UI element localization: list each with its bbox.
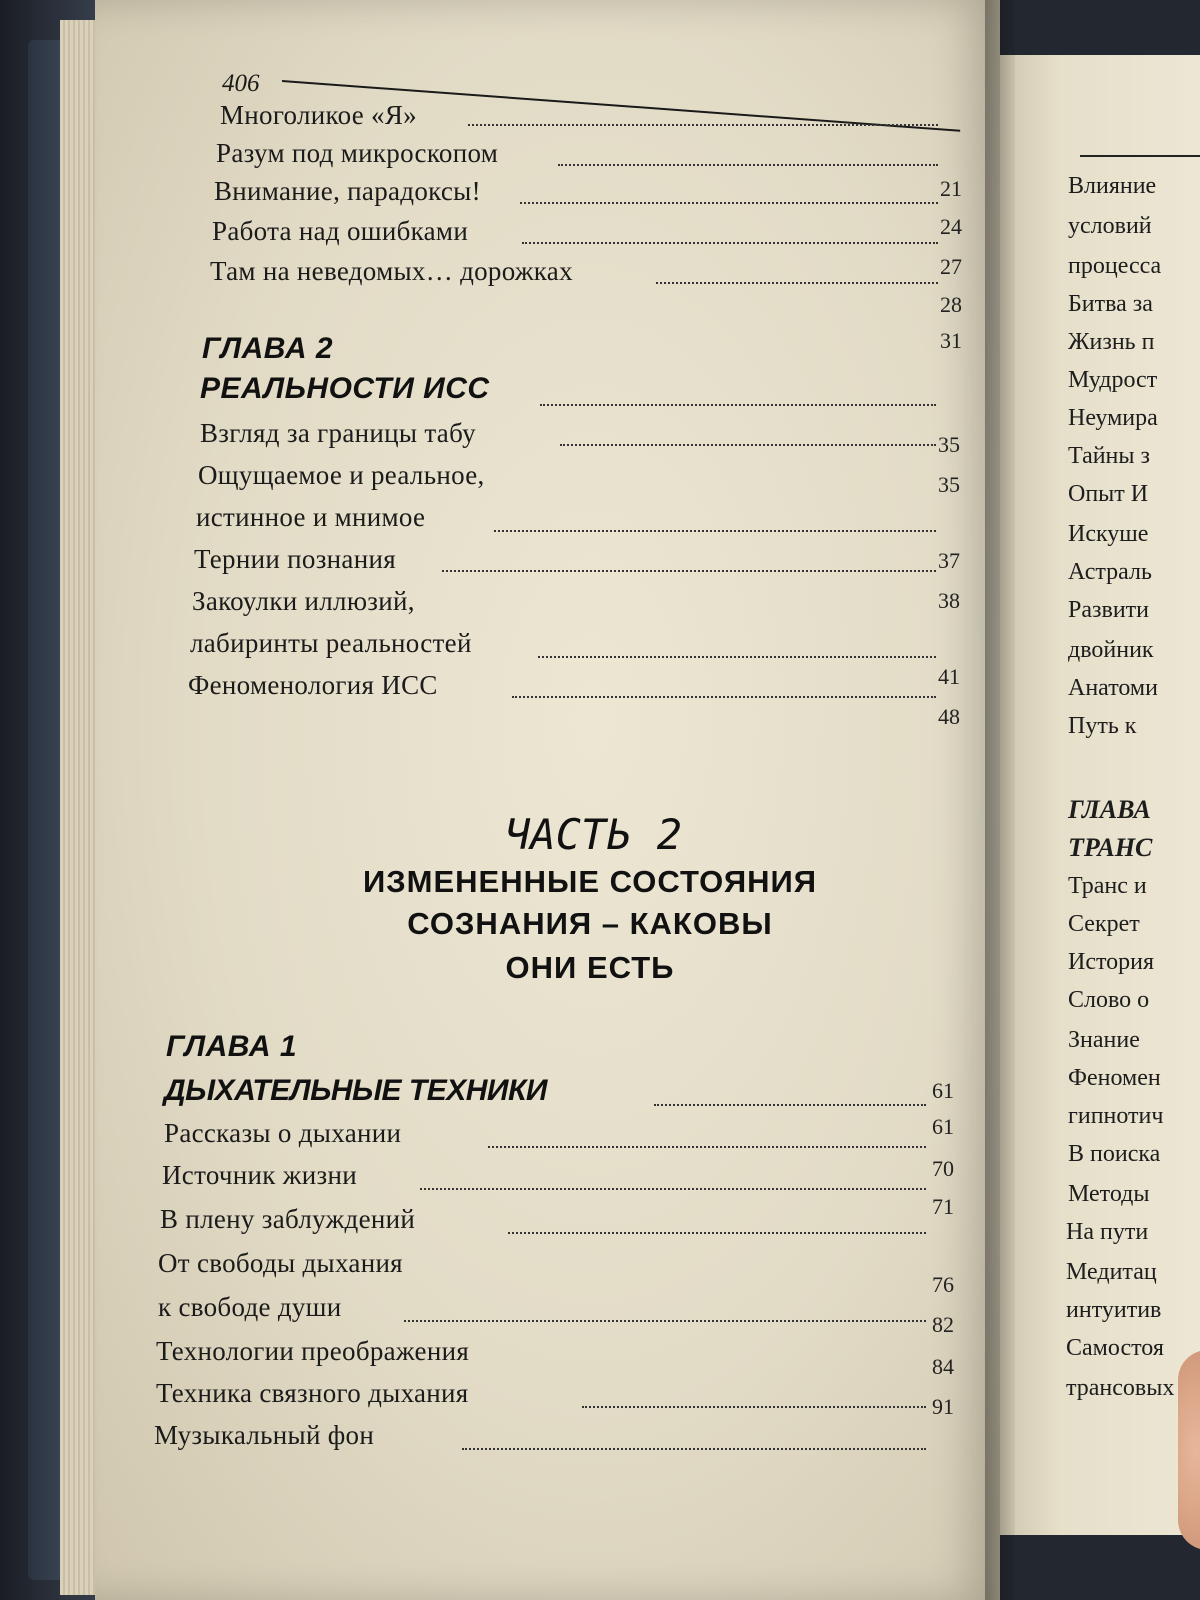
toc-entry-title: Закоулки иллюзий,	[192, 586, 415, 616]
part-title-line: ОНИ ЕСТЬ	[505, 950, 675, 985]
right-page-line: гипнотич	[1068, 1103, 1164, 1129]
toc-page-number: 48	[938, 704, 960, 729]
toc-leader	[462, 1448, 926, 1450]
right-page-line: Неумира	[1068, 405, 1158, 431]
toc-entry-title: Рассказы о дыхании	[164, 1118, 402, 1148]
toc-leader	[538, 656, 936, 658]
toc-entry-title: Музыкальный фон	[154, 1420, 375, 1450]
right-page-line: трансовых	[1066, 1375, 1175, 1401]
toc-page-number: 24	[940, 214, 962, 239]
right-page-line: История	[1068, 949, 1155, 975]
toc-page-number: 84	[932, 1354, 954, 1379]
toc-leader	[512, 696, 936, 698]
right-page-line: В поиска	[1068, 1141, 1161, 1167]
toc-page-number: 35	[938, 432, 960, 457]
toc-entry-title: От свободы дыхания	[158, 1248, 403, 1278]
right-page-line: двойник	[1068, 637, 1154, 663]
right-page-line: Развити	[1068, 597, 1149, 623]
toc-page-number: 61	[932, 1078, 954, 1103]
toc-entry-title: В плену заблуждений	[160, 1204, 416, 1234]
toc-entry-title: Взгляд за границы табу	[200, 418, 476, 448]
toc-page-number: 76	[932, 1272, 954, 1297]
right-page-line: Искуше	[1068, 521, 1149, 547]
toc-leader	[520, 202, 938, 204]
right-page-line: Слово о	[1068, 987, 1150, 1013]
toc-entry-title: Феноменология ИСС	[188, 670, 438, 700]
toc-leader	[404, 1320, 926, 1322]
toc-page-number: 82	[932, 1312, 954, 1337]
part-title-line: ИЗМЕНЕННЫЕ СОСТОЯНИЯ	[362, 864, 818, 899]
chapter-title: ДЫХАТЕЛЬНЫЕ ТЕХНИКИ	[164, 1074, 547, 1107]
toc-leader	[560, 444, 936, 446]
right-page-line: интуитив	[1066, 1297, 1162, 1323]
right-page-line: Самостоя	[1066, 1335, 1164, 1361]
toc-leader	[468, 124, 938, 126]
toc-entry-title: Источник жизни	[162, 1160, 357, 1190]
toc-page-number: 28	[940, 292, 962, 317]
toc-page-number: 71	[932, 1194, 954, 1219]
toc-entry-title: Разум под микроскопом	[216, 138, 499, 168]
part-title-line: СОЗНАНИЯ – КАКОВЫ	[407, 906, 773, 941]
right-page-line: Феномен	[1068, 1065, 1161, 1091]
right-page-line: ТРАНС	[1068, 833, 1153, 862]
right-page-line: На пути	[1066, 1219, 1149, 1245]
right-page-line: Тайны з	[1068, 443, 1151, 469]
toc-page-number: 70	[932, 1156, 954, 1181]
right-page-line: Путь к	[1068, 713, 1137, 739]
chapter-label: ГЛАВА 1	[166, 1030, 297, 1063]
page-number: 406	[222, 70, 260, 97]
toc-page-number: 38	[938, 588, 960, 613]
toc-page-number: 35	[938, 472, 960, 497]
toc-entry-title: лабиринты реальностей	[190, 628, 472, 658]
toc-entry-title: Многоликое «Я»	[220, 100, 417, 130]
right-page-line: Секрет	[1068, 911, 1140, 937]
right-page-line: Жизнь п	[1068, 329, 1155, 355]
right-page-line: Мудрост	[1068, 367, 1158, 393]
right-page-line: Транс и	[1068, 873, 1147, 899]
right-page-line: условий	[1068, 213, 1152, 239]
toc-leader	[442, 570, 936, 572]
right-page-line: Методы	[1068, 1181, 1150, 1207]
toc-page-number: 27	[940, 254, 962, 279]
toc-entry-title: Тернии познания	[194, 544, 396, 574]
toc-page-number: 37	[938, 548, 960, 573]
toc-leader	[558, 164, 938, 166]
toc-entry-title: Работа над ошибками	[212, 216, 469, 246]
toc-page-number: 91	[932, 1394, 954, 1419]
toc-leader	[656, 282, 938, 284]
toc-leader	[654, 1104, 926, 1106]
toc-leader	[540, 404, 936, 406]
right-page-line: Влияние	[1068, 173, 1157, 199]
right-page-line: процесса	[1068, 253, 1162, 279]
toc-leader	[494, 530, 936, 532]
toc-page-number: 61	[932, 1114, 954, 1139]
toc-leader	[488, 1146, 926, 1148]
chapter-label: ГЛАВА 2	[202, 332, 333, 365]
toc-entry-title: к свободе души	[158, 1292, 342, 1322]
toc-leader	[420, 1188, 926, 1190]
right-page-line: ГЛАВА	[1068, 795, 1151, 824]
right-page-line: Медитац	[1066, 1259, 1157, 1285]
toc-entry-title: истинное и мнимое	[196, 502, 426, 532]
chapter-title: РЕАЛЬНОСТИ ИСС	[200, 372, 490, 405]
toc-leader	[508, 1232, 926, 1234]
part-label: ЧАСТЬ 2	[505, 810, 683, 859]
toc-leader	[582, 1406, 926, 1408]
toc-entry-title: Внимание, парадоксы!	[214, 176, 481, 206]
right-page-line: Знание	[1068, 1027, 1140, 1053]
right-page-line: Опыт И	[1068, 481, 1149, 507]
toc-entry-title: Техника связного дыхания	[156, 1378, 469, 1408]
toc-page-number: 31	[940, 328, 962, 353]
right-page-line: Астраль	[1068, 559, 1152, 585]
toc-entry-title: Ощущаемое и реальное,	[198, 460, 485, 490]
toc-leader	[522, 242, 938, 244]
right-page-line: Битва за	[1068, 291, 1153, 317]
toc-entry-title: Там на неведомых… дорожках	[210, 256, 573, 286]
toc-entry-title: Технологии преображения	[156, 1336, 470, 1366]
right-page-line: Анатоми	[1068, 675, 1158, 701]
toc-page-number: 21	[940, 176, 962, 201]
toc-page-number: 41	[938, 664, 960, 689]
